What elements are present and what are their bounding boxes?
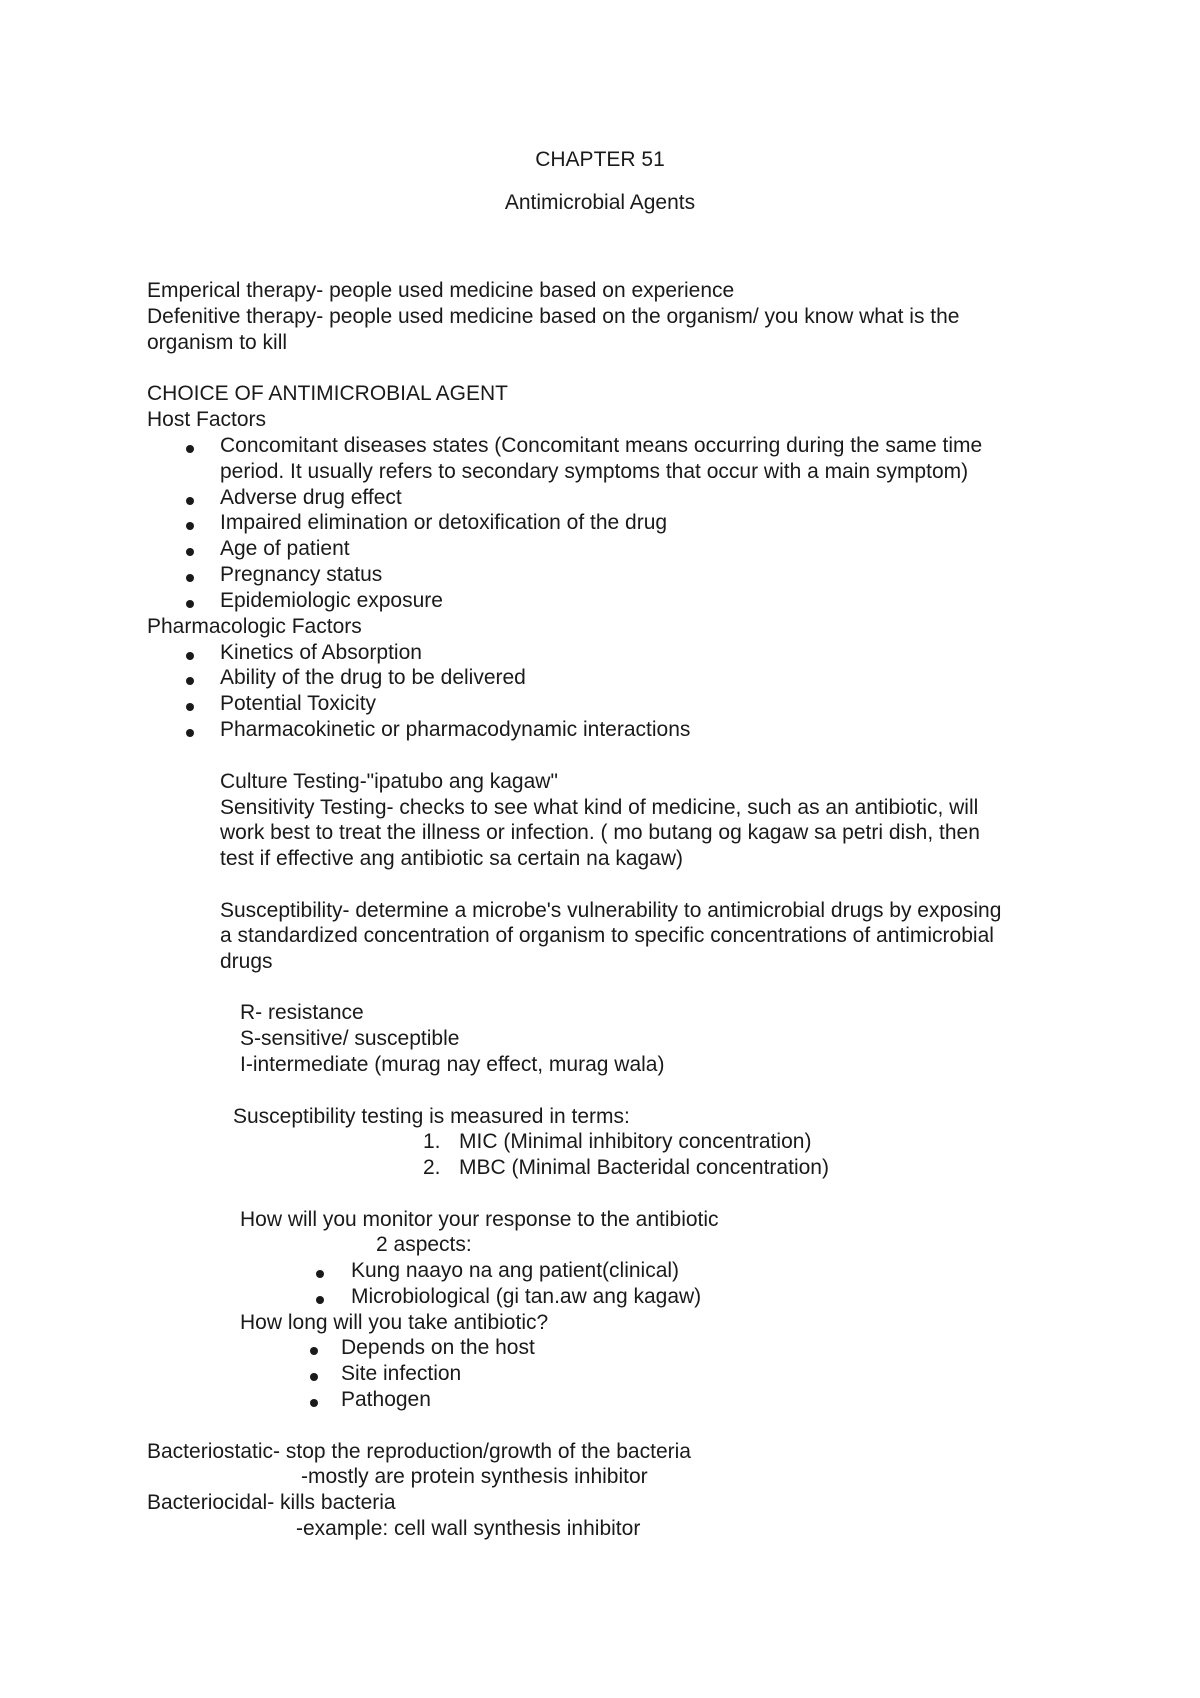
measured-item: MBC (Minimal Bacteridal concentration) xyxy=(459,1156,829,1179)
host-factor-item: Pregnancy status xyxy=(220,563,383,586)
aspect-item: Microbiological (gi tan.aw ang kagaw) xyxy=(351,1285,702,1308)
susceptibility-definition: Susceptibility- determine a microbe's vulnerability to antimicrobial drugs by exposing xyxy=(220,899,1002,922)
bullet-icon xyxy=(310,1399,318,1407)
definitive-therapy-definition: Defenitive therapy- people used medicine based on the organism/ you know what is the xyxy=(147,305,960,328)
pharmacologic-factor-item: Pharmacokinetic or pharmacodynamic interactions xyxy=(220,718,691,741)
measured-heading: Susceptibility testing is measured in terms: xyxy=(233,1105,630,1128)
host-factor-item-cont: period. It usually refers to secondary symptoms that occur with a main symptom) xyxy=(220,460,969,483)
bullet-icon xyxy=(186,548,194,556)
pharmacologic-factor-item: Potential Toxicity xyxy=(220,692,377,715)
susceptibility-definition-cont: drugs xyxy=(220,950,273,973)
bacteriostatic-definition: Bacteriostatic- stop the reproduction/growth of the bacteria xyxy=(147,1440,691,1463)
host-factor-item: Concomitant diseases states (Concomitant means occurring during the same time xyxy=(220,434,983,457)
host-factor-item: Epidemiologic exposure xyxy=(220,589,443,612)
culture-testing: Culture Testing-"ipatubo ang kagaw" xyxy=(220,770,558,793)
aspect-item: Kung naayo na ang patient(clinical) xyxy=(351,1259,680,1282)
empirical-therapy-definition: Emperical therapy- people used medicine based on experience xyxy=(147,279,735,302)
bacteriostatic-note: -mostly are protein synthesis inhibitor xyxy=(301,1465,648,1488)
host-factor-item: Impaired elimination or detoxification of the drug xyxy=(220,511,668,534)
monitoring-aspects: 2 aspects: xyxy=(376,1233,472,1256)
susceptibility-code: I-intermediate (murag nay effect, murag wala) xyxy=(240,1053,665,1076)
susceptibility-code: R- resistance xyxy=(240,1001,364,1024)
susceptibility-definition-cont: a standardized concentration of organism to specific concentrations of antimicrobial xyxy=(220,924,994,947)
duration-item: Site infection xyxy=(341,1362,462,1385)
bullet-icon xyxy=(310,1347,318,1355)
bullet-icon xyxy=(186,729,194,737)
bullet-icon xyxy=(186,497,194,505)
monitoring-heading: How will you monitor your response to the antibiotic xyxy=(240,1208,719,1231)
measured-item: MIC (Minimal inhibitory concentration) xyxy=(459,1130,812,1153)
bullet-icon xyxy=(310,1373,318,1381)
pharmacologic-factors-heading: Pharmacologic Factors xyxy=(147,615,362,638)
bullet-icon xyxy=(186,574,194,582)
duration-heading: How long will you take antibiotic? xyxy=(240,1311,549,1334)
host-factors-heading: Host Factors xyxy=(147,408,267,431)
bullet-icon xyxy=(186,445,194,453)
bullet-icon xyxy=(186,652,194,660)
duration-item: Pathogen xyxy=(341,1388,431,1411)
list-number: 1. xyxy=(423,1130,441,1153)
bullet-icon xyxy=(186,703,194,711)
list-number: 2. xyxy=(423,1156,441,1179)
bullet-icon xyxy=(186,522,194,530)
duration-item: Depends on the host xyxy=(341,1336,535,1359)
sensitivity-testing-cont: work best to treat the illness or infection. ( mo butang og kagaw sa petri dish, then xyxy=(220,821,980,844)
pharmacologic-factor-item: Kinetics of Absorption xyxy=(220,641,422,664)
pharmacologic-factor-item: Ability of the drug to be delivered xyxy=(220,666,526,689)
chapter-subtitle: Antimicrobial Agents xyxy=(504,191,696,214)
bullet-icon xyxy=(186,677,194,685)
definitive-therapy-definition-cont: organism to kill xyxy=(147,331,288,354)
bullet-icon xyxy=(186,600,194,608)
chapter-title: CHAPTER 51 xyxy=(535,148,665,171)
susceptibility-code: S-sensitive/ susceptible xyxy=(240,1027,460,1050)
bullet-icon xyxy=(316,1296,324,1304)
choice-heading: CHOICE OF ANTIMICROBIAL AGENT xyxy=(147,382,508,405)
sensitivity-testing-cont: test if effective ang antibiotic sa certain na kagaw) xyxy=(220,847,684,870)
host-factor-item: Age of patient xyxy=(220,537,350,560)
sensitivity-testing: Sensitivity Testing- checks to see what kind of medicine, such as an antibiotic, will xyxy=(220,796,979,819)
host-factor-item: Adverse drug effect xyxy=(220,486,402,509)
bacteriocidal-definition: Bacteriocidal- kills bacteria xyxy=(147,1491,396,1514)
bacteriocidal-note: -example: cell wall synthesis inhibitor xyxy=(296,1517,641,1540)
bullet-icon xyxy=(316,1270,324,1278)
